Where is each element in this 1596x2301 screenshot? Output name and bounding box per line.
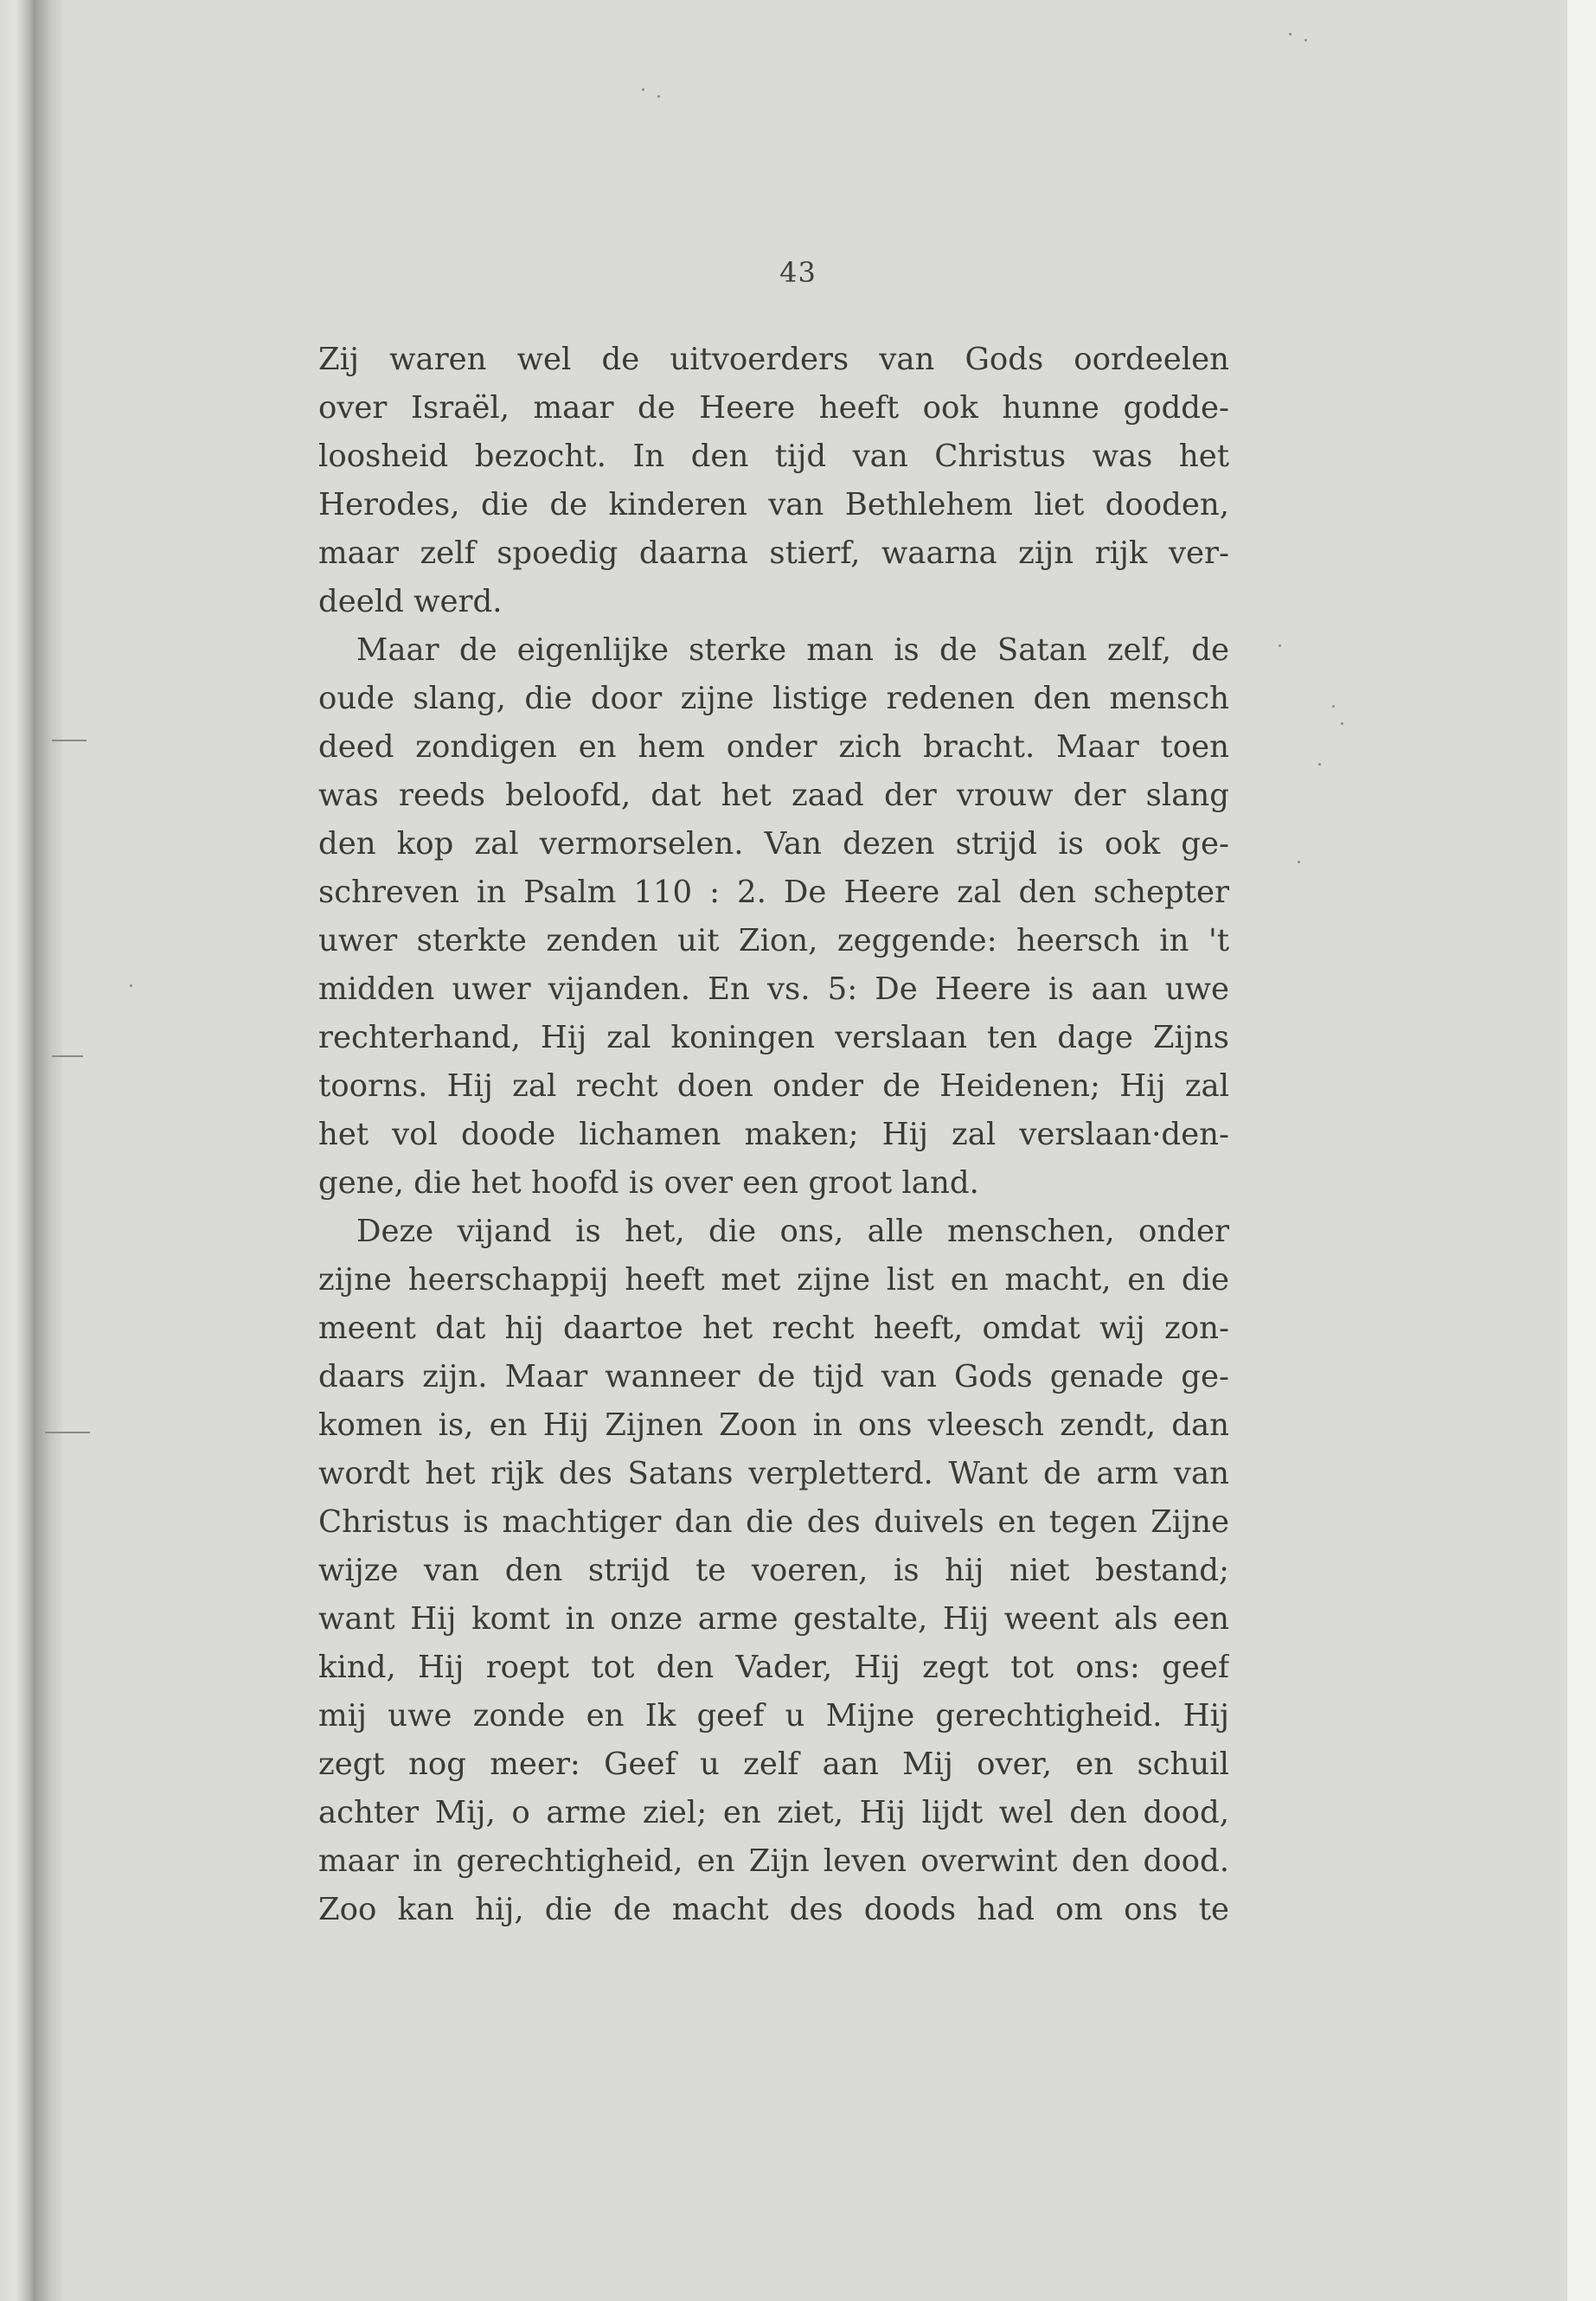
text-line: zijne heerschappij heeft met zijne list en macht, en die [318, 1262, 1229, 1298]
body-text [318, 336, 1229, 1934]
page-number: 43 [779, 256, 817, 289]
binding-edge [0, 0, 35, 2301]
text-line: Christus is machtiger dan die des duivels en tegen Zijne [318, 1504, 1229, 1540]
paper-speck [1298, 861, 1300, 863]
text-line: maar zelf spoedig daarna stierf, waarna zijn rijk ver- [318, 535, 1229, 571]
text-line: wordt het rijk des Satans verpletterd. Want de arm van [318, 1456, 1229, 1491]
text-line: deed zondigen en hem onder zich bracht. Maar toen [318, 729, 1229, 765]
text-line: Deze vijand is het, die ons, alle menschen, onder [356, 1214, 1229, 1249]
paper-speck [1341, 722, 1343, 725]
text-line: Herodes, die de kinderen van Bethlehem liet dooden, [318, 487, 1229, 522]
paper-speck [657, 95, 660, 98]
paper-speck [1332, 705, 1335, 708]
text-line: Zij waren wel de uitvoerders van Gods oordeelen [318, 342, 1229, 377]
binding-thread-mark [52, 740, 87, 741]
text-line: gene, die het hoofd is over een groot land. [318, 1165, 979, 1201]
text-line: daars zijn. Maar wanneer de tijd van Gods genade ge- [318, 1359, 1229, 1394]
text-line: den kop zal vermorselen. Van dezen strijd is ook ge- [318, 826, 1229, 862]
paper-speck [1318, 763, 1321, 766]
text-line: maar in gerechtigheid, en Zijn leven overwint den dood. [318, 1843, 1229, 1879]
text-line: Maar de eigenlijke sterke man is de Satan zelf, de [356, 632, 1229, 668]
right-margin-strip [1567, 0, 1596, 2301]
text-line: achter Mij, o arme ziel; en ziet, Hij lijdt wel den dood, [318, 1795, 1229, 1830]
binding-thread-mark [45, 1432, 90, 1433]
text-line: het vol doode lichamen maken; Hij zal verslaan·den- [318, 1117, 1229, 1152]
paper-speck [1279, 644, 1281, 647]
text-line: oude slang, die door zijne listige redenen den mensch [318, 681, 1229, 716]
text-line: midden uwer vijanden. En vs. 5: De Heere is aan uwe [318, 971, 1229, 1007]
text-line: mij uwe zonde en Ik geef u Mijne gerechtigheid. Hij [318, 1698, 1229, 1734]
text-line: kind, Hij roept tot den Vader, Hij zegt tot ons: geef [318, 1650, 1229, 1685]
text-line: loosheid bezocht. In den tijd van Christus was het [318, 439, 1229, 474]
text-line: rechterhand, Hij zal koningen verslaan ten dage Zijns [318, 1020, 1229, 1055]
page-gutter-shadow [35, 0, 62, 2301]
text-line: wijze van den strijd te voeren, is hij niet bestand; [318, 1553, 1229, 1588]
text-line: toorns. Hij zal recht doen onder de Heidenen; Hij zal [318, 1068, 1229, 1104]
text-line: schreven in Psalm 110 : 2. De Heere zal den schepter [318, 875, 1229, 910]
text-line: was reeds beloofd, dat het zaad der vrouw der slang [318, 778, 1229, 813]
text-line: deeld werd. [318, 584, 503, 619]
paper-speck [1289, 33, 1292, 35]
text-line: meent dat hij daartoe het recht heeft, omdat wij zon- [318, 1311, 1229, 1346]
text-line: komen is, en Hij Zijnen Zoon in ons vleesch zendt, dan [318, 1407, 1229, 1443]
text-line: want Hij komt in onze arme gestalte, Hij weent als een [318, 1601, 1229, 1637]
paper-speck [130, 984, 132, 987]
text-line: over Israël, maar de Heere heeft ook hunne godde- [318, 390, 1229, 426]
text-line: zegt nog meer: Geef u zelf aan Mij over, en schuil [318, 1747, 1229, 1782]
text-line: Zoo kan hij, die de macht des doods had om ons te [318, 1892, 1229, 1927]
binding-thread-mark [52, 1055, 83, 1057]
paper-speck [1304, 39, 1307, 42]
text-line: uwer sterkte zenden uit Zion, zeggende: heersch in 't [318, 923, 1229, 958]
paper-speck [642, 88, 644, 91]
